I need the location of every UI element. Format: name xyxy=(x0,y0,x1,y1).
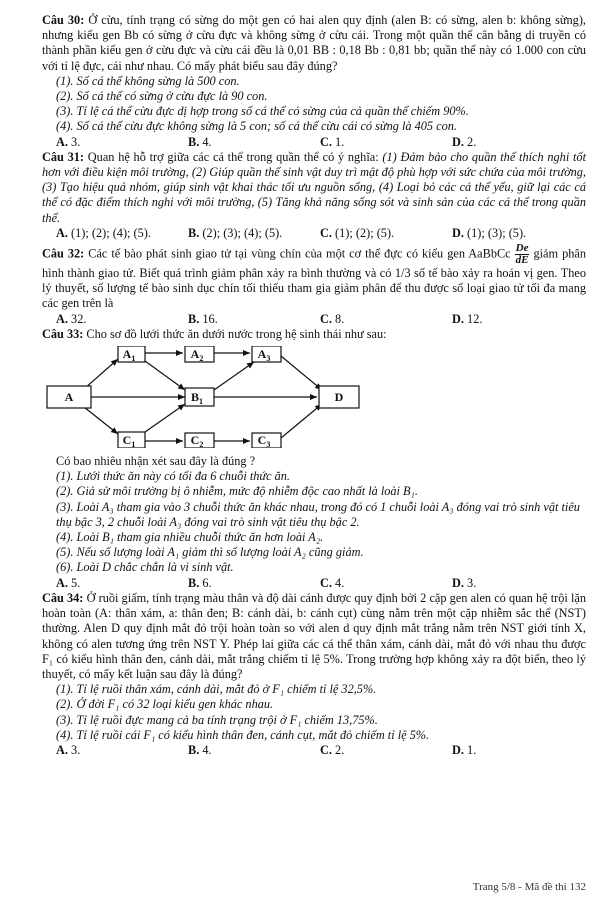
arrow-a-c1 xyxy=(84,407,118,434)
question-text-cont: giảm phân hình thành giao tử. Biết quá trình giảm phân xảy ra bình thường và có 1/3 số tế bào xảy ra hoán vị gen. Theo lý thuyết, số lượng tế bào sinh dục chín tối thiểu tham gia giảm phân để thu được số loại giao tử tối đa mang các gen trên là xyxy=(42,246,586,311)
arrow-a3-d xyxy=(281,356,322,390)
answer-c: C. (1); (2); (5). xyxy=(320,225,395,240)
answer-d: D. 1. xyxy=(452,742,477,757)
answer-options xyxy=(56,135,586,150)
question-text: Ở ruồi giấm, tính trạng màu thân và độ dài cánh được quy định bởi 2 cặp gen alen có quan hệ trội lặn hoàn toàn (A: thân xám, a: thân đen; B: cánh dài, b: cánh cụt) cùng nằm trên một cặp nhiễm sắc thể (NST) thường. Alen D quy định mắt đỏ trội hoàn toàn so với alen d quy định mắt trắng nằm trên NST giới tính X, không có alen tương ứng trên NST Y. Phép lai giữa các cá thể thân xám, cánh dài, mắt đỏ với nhau thu được F₁ có kiểu hình thân đen, cánh dài, mắt trắng chiếm tỉ lệ 5%. Trong trường hợp không xảy ra đột biến, theo lý thuyết, có mấy kết luận sau đây là đúng? xyxy=(42,590,587,681)
answer-options xyxy=(56,576,586,591)
statement: (5). Nếu số lượng loài A₁ giảm thì số lượng loài A₂ cũng giảm. xyxy=(56,545,364,560)
question-number: Câu 34: xyxy=(42,590,84,605)
answer-a: A. 32. xyxy=(56,311,87,326)
answer-options xyxy=(56,226,586,241)
answer-b: B. (2); (3); (4); (5). xyxy=(188,225,283,240)
node-c3: $C_3$ xyxy=(257,433,271,449)
statement: (1). Tỉ lệ ruồi thân xám, cánh dài, mắt đỏ ở F₁ chiếm tỉ lệ 32,5%. xyxy=(56,682,377,697)
node-c2: $C_2$ xyxy=(190,433,204,449)
answer-c: C. 4. xyxy=(320,575,345,590)
answer-options xyxy=(56,743,586,758)
node-a: A xyxy=(64,390,74,405)
question-options-text: (1) Đảm bảo cho quần thể thích nghi tốt hơn với điều kiện môi trường, (2) Giúp quần thể sinh vật duy trì mật độ phù hợp với sức chứa của môi trường, (3) Tạo hiệu quả nhóm, giúp sinh vật khai thác tối ưu nguồn sống, (4) Loại bỏ các cá thể yếu, giữ lại các cá thể có đặc điểm thích nghi với môi trường, (5) Tăng khả năng sống sót và sinh sản của các cá thể trong quần thể. xyxy=(42,149,586,225)
question-lead: Quan hệ hỗ trợ giữa các cá thể trong quần thể có ý nghĩa: xyxy=(87,149,379,164)
question-prompt: Có bao nhiêu nhận xét sau đây là đúng ? xyxy=(56,454,256,469)
answer-d: D. 3. xyxy=(452,575,477,590)
statement: (1). Số cá thể không sừng là 500 con. xyxy=(56,73,240,88)
answer-b: B. 16. xyxy=(188,311,218,326)
question-33 xyxy=(42,327,586,342)
arrow-a1-b1 xyxy=(145,361,185,390)
question-34 xyxy=(42,591,586,682)
answer-a: A. 5. xyxy=(56,575,81,590)
question-number: Câu 33: xyxy=(42,326,84,341)
answer-d: D. (1); (3); (5). xyxy=(452,225,527,240)
statement: (1). Lưới thức ăn này có tối đa 6 chuỗi thức ăn. xyxy=(56,469,290,484)
page-footer: Trang 5/8 - Mã đề thi 132 xyxy=(472,881,586,893)
arrow-a-a1 xyxy=(84,359,118,389)
statement: (4). Số cá thể cừu đực không sừng là 5 con; số cá thể cừu cái có sừng là 405 con. xyxy=(56,119,457,134)
answer-b: B. 6. xyxy=(188,575,212,590)
question-30 xyxy=(42,13,586,74)
question-text: Cho sơ đồ lưới thức ăn dưới nước trong hệ sinh thái như sau: xyxy=(86,326,387,341)
question-31 xyxy=(42,150,586,226)
statement: (2). Giả sử môi trường bị ô nhiễm, mức độ nhiễm độc cao nhất là loài B₁. xyxy=(56,484,418,499)
node-a2: $A_2$ xyxy=(190,347,204,364)
answer-b: B. 4. xyxy=(188,134,212,149)
arrow-b1-a3 xyxy=(214,362,254,390)
node-c1: $C_1$ xyxy=(122,433,136,449)
question-number: Câu 30: xyxy=(42,13,85,27)
arrow-c3-d xyxy=(281,404,322,438)
arrow-c1-b1 xyxy=(145,404,185,432)
answer-a: A. 3. xyxy=(56,742,81,757)
statement: (6). Loài D chắc chắn là vi sinh vật. xyxy=(56,560,234,575)
question-number: Câu 31: xyxy=(42,149,85,164)
statement: (4). Loài B₁ tham gia nhiều chuỗi thức ăn hơn loài A₂. xyxy=(56,530,324,545)
question-text: Ở cừu, tính trạng có sừng do một gen có hai alen quy định (alen B: có sừng, alen b: không sừng), nhưng kiểu gen Bb có sừng ở cừu đực và không sừng ở cừu cái. Trong một quần thể cân bằng di truyền có thành phần kiểu gen ở cừu đực và cừu cái đều là 0,01 BB : 0,18 Bb : 0,81 bb; quần thể này có 1.000 con cừu với tỉ lệ đực, cái như nhau. Có mấy phát biểu sau đây đúng? xyxy=(42,13,586,73)
question-text: Các tế bào phát sinh giao tử tại vùng chín của một cơ thể đực có kiểu gen AaBbCc xyxy=(88,246,511,261)
statement: (3). Tỉ lệ cá thể cừu đực dị hợp trong số cá thể có sừng của cả quần thể chiếm 90%. xyxy=(56,104,469,119)
answer-a: A. 3. xyxy=(56,134,81,149)
answer-c: C. 2. xyxy=(320,742,345,757)
answer-c: C. 1. xyxy=(320,134,345,149)
node-a3: $A_3$ xyxy=(257,347,271,364)
statement: (3). Tỉ lệ ruồi đực mang cả ba tính trạng trội ở F₁ chiếm 13,75%. xyxy=(56,712,378,727)
genotype-fraction: $\frac{De}{dE}$ xyxy=(515,242,529,267)
answer-options xyxy=(56,312,586,327)
statement: (4). Tỉ lệ ruồi cái F₁ có kiểu hình thân đen, cánh cụt, mắt đỏ chiếm tỉ lệ 5%. xyxy=(56,727,430,742)
food-web-diagram xyxy=(42,346,382,448)
question-number: Câu 32: xyxy=(42,246,85,261)
answer-d: D. 12. xyxy=(452,311,483,326)
answer-b: B. 4. xyxy=(188,742,212,757)
node-d: D xyxy=(334,390,344,405)
node-a1: $A_1$ xyxy=(122,347,136,364)
answer-c: C. 8. xyxy=(320,311,345,326)
question-32 xyxy=(42,243,586,312)
answer-d: D. 2. xyxy=(452,134,477,149)
node-b1: $B_1$ xyxy=(190,390,204,407)
statement: (2). Số cá thể có sừng ở cừu đực là 90 con. xyxy=(56,89,268,104)
statement: (3). Loài A₃ tham gia vào 3 chuỗi thức ăn khác nhau, trong đó có 1 chuỗi loài A₃ đóng vai trò sinh vật tiêu thụ bậc 3, 2 chuỗi loài A₃ đóng vai trò sinh vật tiêu thụ bậc 2. xyxy=(56,499,580,529)
statement: (2). Ở đời F₁ có 32 loại kiểu gen khác nhau. xyxy=(56,697,274,712)
answer-a: A. (1); (2); (4); (5). xyxy=(56,225,151,240)
